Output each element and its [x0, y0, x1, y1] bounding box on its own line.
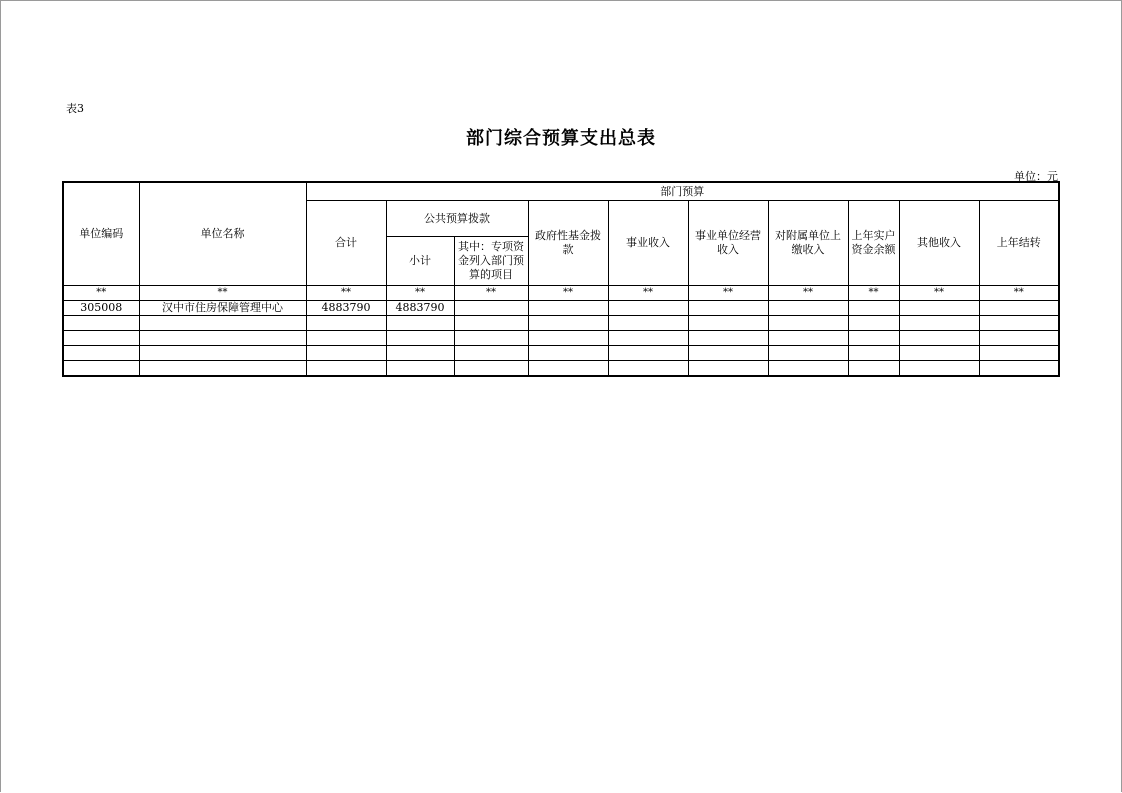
star-cell: ** — [139, 286, 306, 301]
cell-affiliated — [768, 361, 848, 377]
cell-other — [899, 331, 979, 346]
cell-business — [608, 331, 688, 346]
header-row-1 — [63, 182, 1059, 201]
cell-special — [454, 331, 528, 346]
star-cell: ** — [768, 286, 848, 301]
cell-unit-code — [63, 316, 139, 331]
cell-balance — [848, 346, 899, 361]
cell-gov-fund — [528, 331, 608, 346]
header-public-budget: 公共预算拨款 — [386, 201, 528, 237]
cell-gov-fund — [528, 346, 608, 361]
table-row — [63, 331, 1059, 346]
header-total: 合计 — [306, 201, 386, 286]
cell-carryover — [979, 346, 1059, 361]
cell-unit-name — [139, 361, 306, 377]
cell-gov-fund — [528, 301, 608, 316]
header-other-income: 其他收入 — [899, 201, 979, 286]
cell-unit-code: 305008 — [63, 301, 139, 316]
cell-operating — [688, 301, 768, 316]
cell-total — [306, 316, 386, 331]
star-cell: ** — [454, 286, 528, 301]
star-cell: ** — [688, 286, 768, 301]
cell-subtotal — [386, 331, 454, 346]
cell-total — [306, 346, 386, 361]
star-row — [63, 286, 1059, 301]
header-subtotal: 小计 — [386, 237, 454, 286]
star-cell: ** — [386, 286, 454, 301]
cell-subtotal — [386, 346, 454, 361]
cell-special — [454, 301, 528, 316]
cell-balance — [848, 361, 899, 377]
star-cell: ** — [608, 286, 688, 301]
cell-business — [608, 346, 688, 361]
cell-affiliated — [768, 331, 848, 346]
cell-subtotal: 4883790 — [386, 301, 454, 316]
table-number: 表3 — [66, 102, 84, 115]
cell-balance — [848, 301, 899, 316]
cell-carryover — [979, 361, 1059, 377]
cell-unit-code — [63, 331, 139, 346]
cell-gov-fund — [528, 361, 608, 377]
cell-other — [899, 361, 979, 377]
cell-gov-fund — [528, 316, 608, 331]
cell-other — [899, 316, 979, 331]
cell-affiliated — [768, 316, 848, 331]
table-row — [63, 346, 1059, 361]
unit-label: 单位：元 — [1014, 170, 1058, 183]
cell-unit-code — [63, 361, 139, 377]
table-row — [63, 301, 1059, 316]
header-special-funds: 其中：专项资金列入部门预算的项目 — [454, 237, 528, 286]
star-cell: ** — [63, 286, 139, 301]
header-carryover: 上年结转 — [979, 201, 1059, 286]
table-row — [63, 361, 1059, 377]
cell-unit-name — [139, 331, 306, 346]
cell-carryover — [979, 316, 1059, 331]
cell-special — [454, 346, 528, 361]
cell-total — [306, 331, 386, 346]
page-title: 部门综合预算支出总表 — [466, 128, 656, 149]
cell-unit-name — [139, 346, 306, 361]
cell-unit-name — [139, 316, 306, 331]
cell-operating — [688, 361, 768, 377]
cell-special — [454, 316, 528, 331]
cell-subtotal — [386, 316, 454, 331]
cell-balance — [848, 331, 899, 346]
cell-business — [608, 301, 688, 316]
header-affiliated-income: 对附属单位上缴收入 — [768, 201, 848, 286]
cell-affiliated — [768, 346, 848, 361]
budget-table — [62, 181, 1060, 377]
cell-carryover — [979, 331, 1059, 346]
cell-total: 4883790 — [306, 301, 386, 316]
table-row — [63, 316, 1059, 331]
header-last-year-balance: 上年实户资金余额 — [848, 201, 899, 286]
header-unit-name: 单位名称 — [139, 182, 306, 286]
cell-operating — [688, 316, 768, 331]
cell-balance — [848, 316, 899, 331]
cell-special — [454, 361, 528, 377]
cell-operating — [688, 331, 768, 346]
cell-operating — [688, 346, 768, 361]
header-gov-fund: 政府性基金拨款 — [528, 201, 608, 286]
cell-affiliated — [768, 301, 848, 316]
star-cell: ** — [306, 286, 386, 301]
star-cell: ** — [848, 286, 899, 301]
cell-unit-code — [63, 346, 139, 361]
cell-total — [306, 361, 386, 377]
cell-business — [608, 361, 688, 377]
cell-other — [899, 346, 979, 361]
cell-other — [899, 301, 979, 316]
star-cell: ** — [528, 286, 608, 301]
header-operating-income: 事业单位经营收入 — [688, 201, 768, 286]
cell-unit-name: 汉中市住房保障管理中心 — [139, 301, 306, 316]
header-unit-code: 单位编码 — [63, 182, 139, 286]
star-cell: ** — [899, 286, 979, 301]
header-business-income: 事业收入 — [608, 201, 688, 286]
cell-business — [608, 316, 688, 331]
header-dept-budget: 部门预算 — [306, 182, 1059, 201]
cell-carryover — [979, 301, 1059, 316]
star-cell: ** — [979, 286, 1059, 301]
cell-subtotal — [386, 361, 454, 377]
